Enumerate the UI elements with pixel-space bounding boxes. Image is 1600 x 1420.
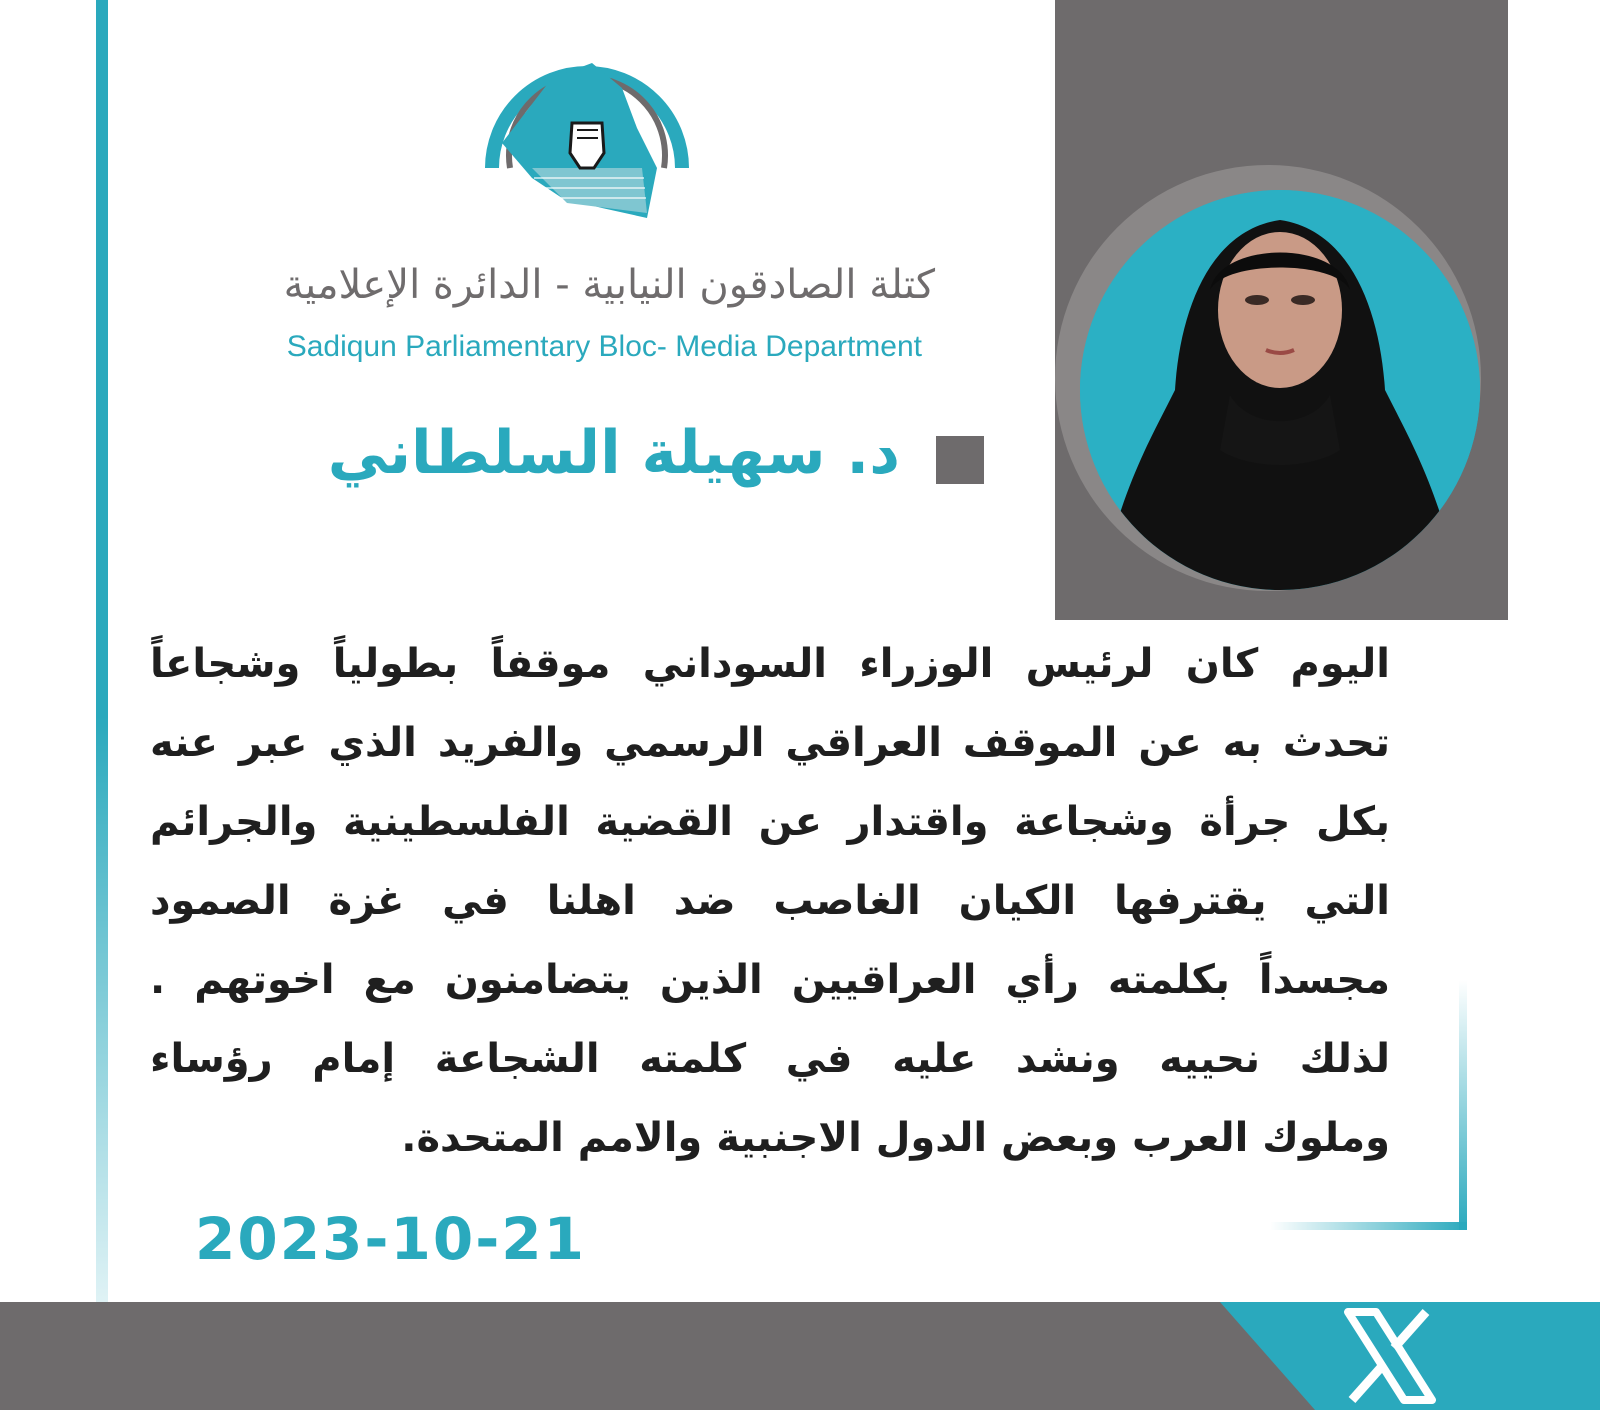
org-name-english: Sadiqun Parliamentary Bloc- Media Department — [286, 330, 922, 363]
statement-line: وملوك العرب وبعض الدول الاجنبية والامم المتحدة. — [401, 1115, 1390, 1161]
name-bullet — [936, 436, 984, 484]
bloc-emblem-icon — [472, 18, 702, 238]
statement-line: بكل جرأة وشجاعة واقتدار عن القضية الفلسطينية والجرائم — [150, 799, 1390, 845]
statement-line: مجسداً بكلمته رأي العراقيين الذين يتضامنون مع اخوتهم . — [150, 957, 1390, 1003]
speaker-name: د. سهيلة السلطاني — [327, 418, 900, 488]
x-logo-icon[interactable] — [1340, 1308, 1440, 1404]
statement-line: لذلك نحييه ونشد عليه في كلمته الشجاعة إمام رؤساء — [150, 1036, 1390, 1082]
statement-text — [150, 625, 1390, 1178]
statement-frame-right — [1459, 980, 1467, 1230]
statement-date: 2023-10-21 — [195, 1205, 586, 1273]
statement-line: تحدث به عن الموقف العراقي الرسمي والفريد الذي عبر عنه — [150, 720, 1390, 766]
org-name-arabic: كتلة الصادقون النيابية - الدائرة الإعلامية — [283, 262, 935, 308]
statement-line: التي يقترفها الكيان الغاصب ضد اهلنا في غزة الصمود — [150, 878, 1390, 924]
speaker-portrait — [1080, 190, 1480, 590]
left-accent-bar — [96, 0, 108, 1302]
statement-line: اليوم كان لرئيس الوزراء السوداني موقفاً بطولياً وشجاعاً — [150, 641, 1390, 687]
statement-frame-bottom — [1270, 1222, 1467, 1230]
